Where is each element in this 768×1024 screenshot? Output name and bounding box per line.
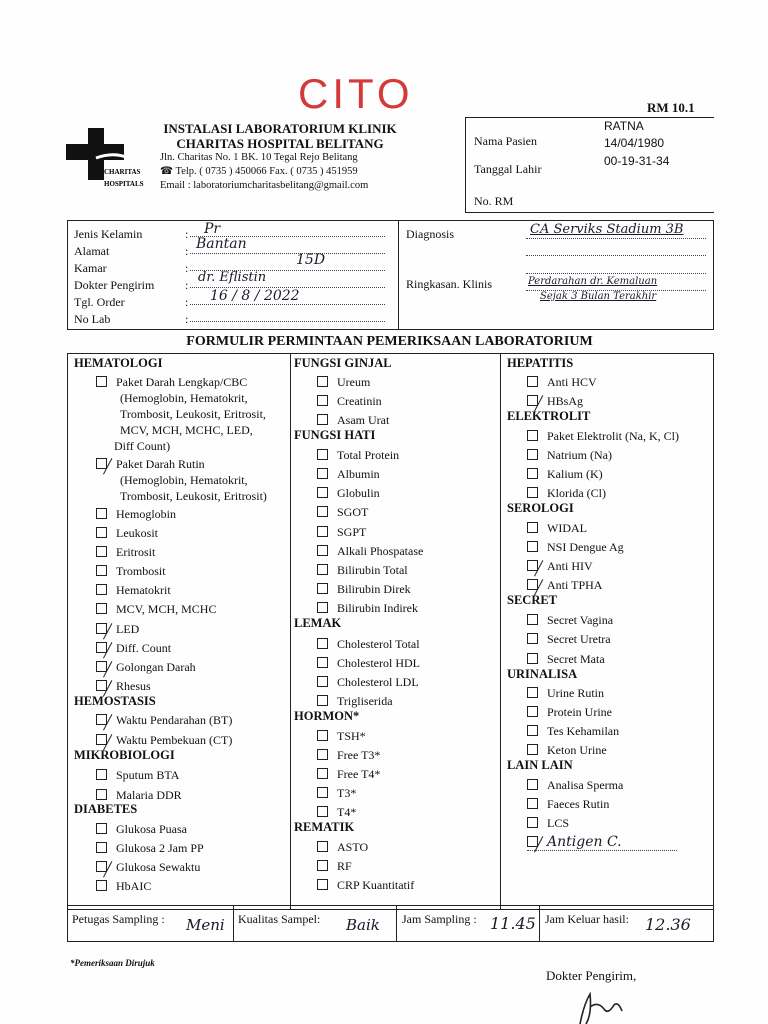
check-item[interactable]: Klorida (Cl) <box>527 485 606 501</box>
svg-text:CHARITAS: CHARITAS <box>104 168 141 176</box>
clinical-value-1: Perdarahan dr. Kemaluan <box>528 276 658 287</box>
check-item[interactable]: Bilirubin Direk <box>317 581 411 597</box>
section-secret: SECRET <box>507 593 558 607</box>
check-item-other[interactable]: Antigen C. <box>527 834 677 851</box>
check-item[interactable]: LCS <box>527 815 569 831</box>
section-serologi: SEROLOGI <box>507 501 574 515</box>
check-item[interactable]: Tes Kehamilan <box>527 723 619 739</box>
check-item[interactable]: Cholesterol Total <box>317 636 420 652</box>
check-item[interactable]: MCV, MCH, MCHC <box>96 601 216 617</box>
sampling-footer <box>67 905 714 942</box>
check-item[interactable]: Hemoglobin <box>96 506 176 522</box>
check-item[interactable]: LED <box>96 621 139 637</box>
check-item[interactable]: NSI Dengue Ag <box>527 539 624 555</box>
check-item[interactable]: Anti HCV <box>527 374 597 390</box>
cito-stamp: CITO <box>298 70 414 117</box>
gender-label: Jenis Kelamin <box>74 227 143 241</box>
check-item[interactable]: Anti HIV <box>527 558 593 574</box>
check-item[interactable]: Paket Elektrolit (Na, K, Cl) <box>527 428 679 444</box>
address-label: Alamat <box>74 244 110 258</box>
column-hematology <box>68 354 290 909</box>
colon: : <box>185 312 189 326</box>
check-item[interactable]: ASTO <box>317 839 368 855</box>
check-item[interactable]: HBsAg <box>527 393 583 409</box>
rm-label: No. RM <box>474 194 514 208</box>
check-item[interactable]: Malaria DDR <box>96 787 182 803</box>
check-item[interactable]: Glukosa 2 Jam PP <box>96 840 204 856</box>
clinical-value-2: Sejak 3 Bulan Terakhir <box>540 291 657 302</box>
check-item[interactable]: Bilirubin Total <box>317 562 408 578</box>
section-hepatitis: HEPATITIS <box>507 356 574 370</box>
check-item[interactable]: Secret Vagina <box>527 612 613 628</box>
check-item[interactable]: T3* <box>317 785 356 801</box>
check-item[interactable]: SGOT <box>317 504 368 520</box>
letterhead <box>160 121 400 193</box>
check-item[interactable]: Kalium (K) <box>527 466 603 482</box>
check-item[interactable]: WIDAL <box>527 520 587 536</box>
address-value: Bantan <box>196 236 247 252</box>
check-item[interactable]: Trigliserida <box>317 693 393 709</box>
check-item[interactable]: Glukosa Sewaktu <box>96 859 200 875</box>
section-hormon: HORMON* <box>294 709 360 723</box>
form-code: RM 10.1 <box>647 100 695 115</box>
check-item[interactable]: Creatinin <box>317 393 382 409</box>
check-item[interactable]: SGPT <box>317 524 366 540</box>
checkbox-checked-icon[interactable] <box>96 458 107 469</box>
check-item[interactable]: Urine Rutin <box>527 685 604 701</box>
check-item[interactable]: Leukosit <box>96 525 158 541</box>
dob-value: 14/04/1980 <box>604 136 665 150</box>
phone: ☎ Telp. ( 0735 ) 450066 Fax. ( 0735 ) 451959 <box>160 166 358 177</box>
check-item[interactable]: Free T3* <box>317 747 380 763</box>
petugas-value: Meni <box>186 916 225 934</box>
svg-text:HOSPITALS: HOSPITALS <box>104 180 144 188</box>
jam-sampling-value: 11.45 <box>490 914 536 933</box>
test-grid <box>67 353 714 910</box>
petugas-label: Petugas Sampling : <box>72 912 165 926</box>
section-diabetes: DIABETES <box>74 802 138 816</box>
check-item[interactable]: Sputum BTA <box>96 767 179 783</box>
section-urinalisa: URINALISA <box>507 667 578 681</box>
check-item[interactable]: HbAIC <box>96 878 151 894</box>
check-item[interactable]: Globulin <box>317 485 380 501</box>
check-item[interactable]: Total Protein <box>317 447 399 463</box>
address: Jln. Charitas No. 1 BK. 10 Tegal Rejo Belitang <box>160 152 358 163</box>
check-item[interactable]: Free T4* <box>317 766 380 782</box>
jam-keluar-value: 12.36 <box>645 915 691 934</box>
room-label: Kamar <box>74 261 107 275</box>
form-title: FORMULIR PERMINTAAN PEMERIKSAAN LABORATORIUM <box>186 334 593 349</box>
check-item[interactable]: Golongan Darah <box>96 659 196 675</box>
colon: : <box>185 295 189 309</box>
section-lain-lain: LAIN LAIN <box>507 758 573 772</box>
colon: : <box>185 244 189 258</box>
section-mikrobiologi: MIKROBIOLOGI <box>74 748 175 762</box>
check-cbc[interactable]: Paket Darah Lengkap/CBC (Hemoglobin, Hematokrit, Trombosit, Leukosit, Eritrosit, MCV, MCH, MCHC, LED, Diff Count) <box>96 374 291 454</box>
patient-box <box>465 117 714 213</box>
sending-doctor-label: Dokter Pengirim, <box>546 968 637 983</box>
check-item[interactable]: Bilirubin Indirek <box>317 600 418 616</box>
check-item[interactable]: Trombosit <box>96 563 166 579</box>
kualitas-value: Baik <box>346 916 380 934</box>
section-fungsi-ginjal: FUNGSI GINJAL <box>294 356 392 370</box>
colon: : <box>185 278 189 292</box>
check-item[interactable]: Alkali Phospatase <box>317 543 423 559</box>
check-item[interactable]: Anti TPHA <box>527 577 602 593</box>
check-item[interactable]: RF <box>317 858 352 874</box>
lab-label: No Lab <box>74 312 111 326</box>
jam-keluar-label: Jam Keluar hasil: <box>545 912 629 926</box>
checkbox-icon[interactable] <box>96 376 107 387</box>
clinical-label: Ringkasan. Klinis <box>406 277 492 291</box>
column-other <box>500 354 713 909</box>
check-item[interactable]: CRP Kuantitatif <box>317 877 414 893</box>
check-item[interactable]: Albumin <box>317 466 380 482</box>
doctor-value: dr. Eflistin <box>198 270 267 285</box>
check-item[interactable]: Eritrosit <box>96 544 155 560</box>
check-item[interactable]: Diff. Count <box>96 640 171 656</box>
check-darah-rutin[interactable]: Paket Darah Rutin (Hemoglobin, Hematokrit, Trombosit, Leukosit, Eritrosit) <box>96 456 291 504</box>
referral-note: *Pemeriksaan Dirujuk <box>70 958 155 968</box>
kualitas-label: Kualitas Sampel: <box>238 912 321 926</box>
section-elektrolit: ELEKTROLIT <box>507 409 591 423</box>
section-fungsi-hati: FUNGSI HATI <box>294 428 376 442</box>
check-item[interactable]: Ureum <box>317 374 370 390</box>
check-item[interactable]: Waktu Pembekuan (CT) <box>96 732 232 748</box>
check-item[interactable]: Faeces Rutin <box>527 796 609 812</box>
name-value: RATNA <box>604 119 644 133</box>
check-item[interactable]: Rhesus <box>96 678 151 694</box>
diagnosis-label: Diagnosis <box>406 227 454 241</box>
doctor-label: Dokter Pengirim <box>74 278 155 292</box>
email: Email : laboratoriumcharitasbelitang@gmail.com <box>160 180 369 191</box>
check-item[interactable]: Cholesterol HDL <box>317 655 420 671</box>
section-hemostasis: HEMOSTASIS <box>74 694 156 708</box>
colon: : <box>185 261 189 275</box>
check-item[interactable]: Cholesterol LDL <box>317 674 419 690</box>
gender-value: Pr <box>204 221 221 237</box>
check-item[interactable]: T4* <box>317 804 356 820</box>
name-label: Nama Pasien <box>474 134 537 148</box>
room-value: 15D <box>296 252 326 268</box>
check-item[interactable]: Glukosa Puasa <box>96 821 187 837</box>
check-item[interactable]: Protein Urine <box>527 704 612 720</box>
check-item[interactable]: Waktu Pendarahan (BT) <box>96 712 232 728</box>
section-hematologi: HEMATOLOGI <box>74 356 163 370</box>
hospital-title: CHARITAS HOSPITAL BELITANG <box>176 136 384 151</box>
signature <box>560 985 640 1024</box>
section-rematik: REMATIK <box>294 820 355 834</box>
check-item[interactable]: Natrium (Na) <box>527 447 612 463</box>
check-item[interactable]: Analisa Sperma <box>527 777 623 793</box>
colon: : <box>185 227 189 241</box>
patient-info <box>67 220 714 330</box>
lab-title: INSTALASI LABORATORIUM KLINIK <box>163 121 397 136</box>
check-item[interactable]: Keton Urine <box>527 742 607 758</box>
dob-label: Tanggal Lahir <box>474 162 542 176</box>
check-item[interactable]: Secret Mata <box>527 651 605 667</box>
check-item[interactable]: Hematokrit <box>96 582 171 598</box>
order-value: 16 / 8 / 2022 <box>210 288 300 304</box>
hospital-logo <box>66 128 158 190</box>
order-label: Tgl. Order <box>74 295 125 309</box>
column-chemistry <box>290 354 501 909</box>
section-lemak: LEMAK <box>294 616 342 630</box>
rm-value: 00-19-31-34 <box>604 154 670 168</box>
jam-sampling-label: Jam Sampling : <box>402 912 477 926</box>
diagnosis-value: CA Serviks Stadium 3B <box>530 222 684 237</box>
check-item[interactable]: Secret Uretra <box>527 631 611 647</box>
check-item[interactable]: TSH* <box>317 728 366 744</box>
check-item[interactable]: Asam Urat <box>317 412 389 428</box>
